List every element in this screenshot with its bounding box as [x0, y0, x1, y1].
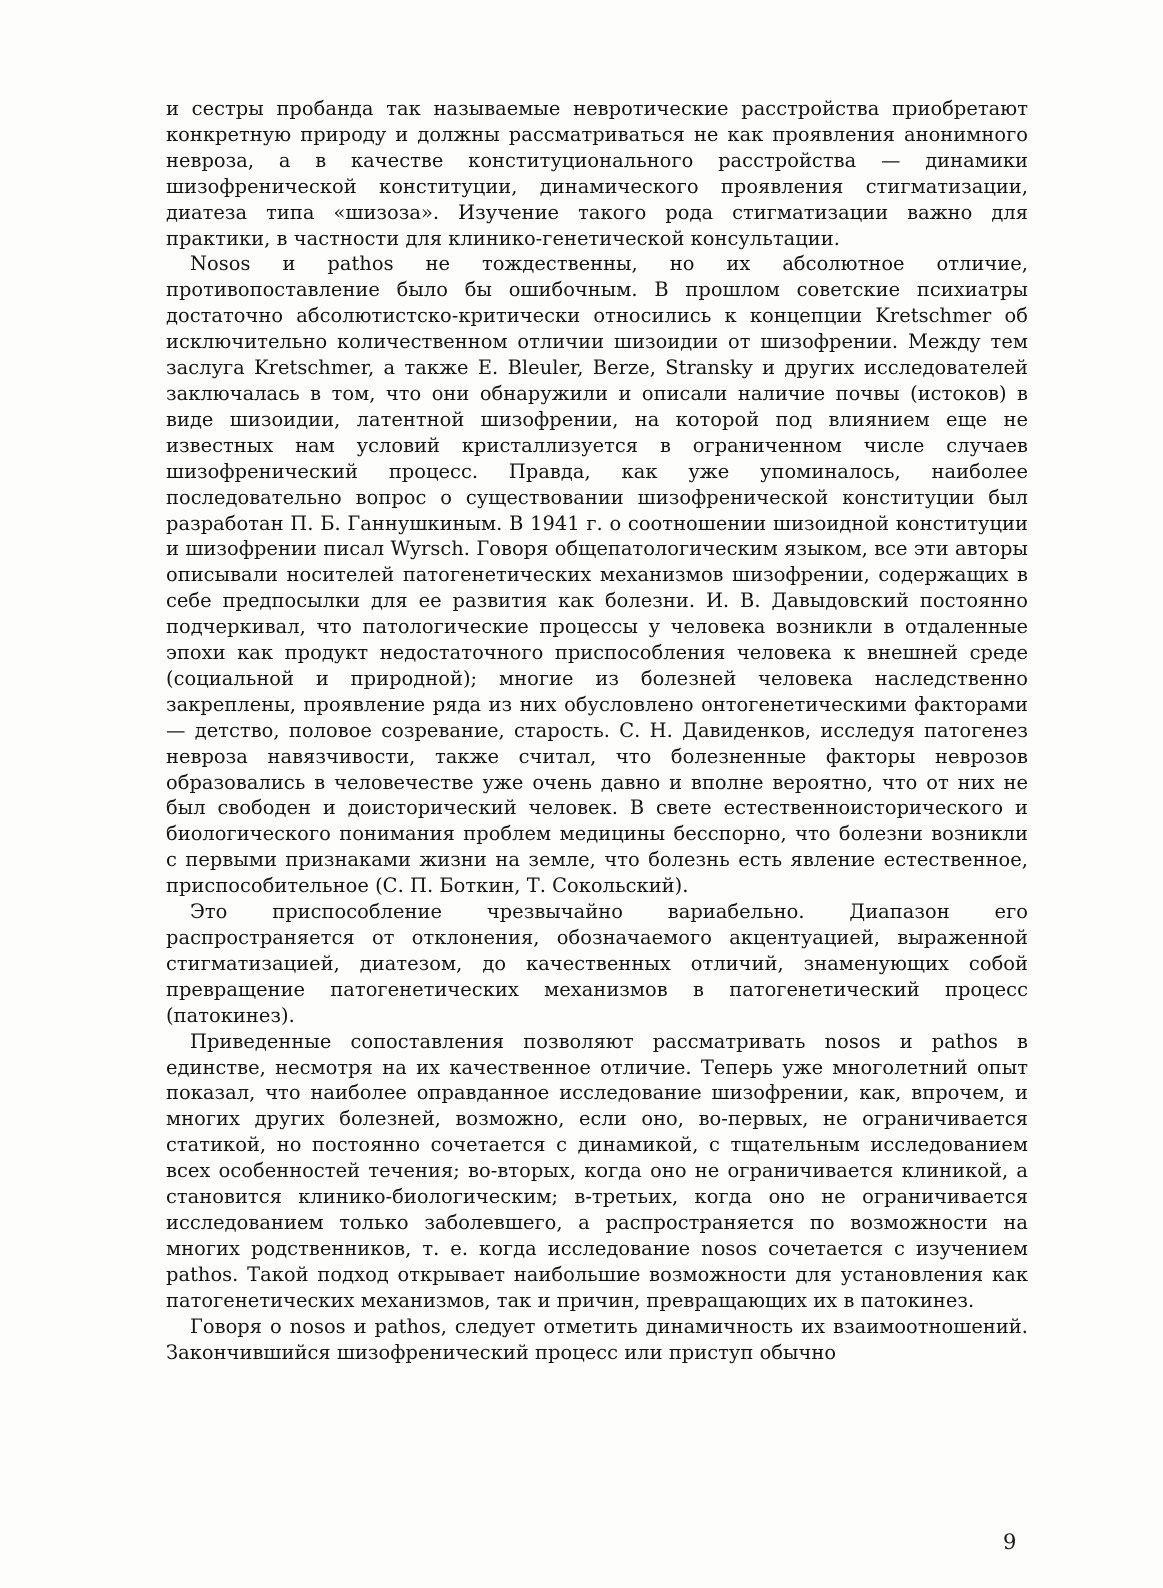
paragraph-2: Nosos и pathos не тождественны, но их абсолютное отличие, противопоставление было бы ошибочным. В прошлом советские психиатры достаточно абсолютистско-критически относились к концепции Kretschmer об исключительно количественном отличии шизоидии от шизофрении. Между тем заслуга Kretschmer, а также E. Bleuler, Berze, Stransky и других исследователей заключалась в том, что они обнаружили и описали наличие почвы (истоков) в виде шизоидии, латентной шизофрении, на которой под влиянием еще не известных нам условий кристаллизуется в ограниченном числе случаев шизофренический процесс. Правда, как уже упоминалось, наиболее последовательно вопрос о существовании шизофренической конституции был разработан П. Б. Ганнушкиным. В 1941 г. о соотношении шизоидной конституции и шизофрении писал Wyrsch. Говоря общепатологическим языком, все эти авторы описывали носителей патогенетических механизмов шизофрении, содержащих в себе предпосылки для ее развития как болезни. И. В. Давыдовский постоянно подчеркивал, что патологические процессы у человека возникли в отдаленные эпохи как продукт недостаточного приспособления человека к внешней среде (социальной и природной); многие из болезней человека наследственно закреплены, проявление ряда из них обусловлено онтогенетическими факторами — детство, половое созревание, старость. С. Н. Давиденков, исследуя патогенез невроза навязчивости, также считал, что болезненные факторы неврозов образовались в человечестве уже очень давно и вполне вероятно, что от них не был свободен и доисторический человек. В свете естественноисторического и биологического понимания проблем медицины бесспорно, что болезни возникли с первыми признаками жизни на земле, что болезнь есть явление естественное, приспособительное (С. П. Боткин, Т. Сокольский).: [166, 252, 1028, 898]
page-number: 9: [1003, 1530, 1017, 1554]
paragraph-4: Приведенные сопоставления позволяют рассматривать nosos и pathos в единстве, несмотря на их качественное отличие. Теперь уже многолетний опыт показал, что наиболее оправданное исследование шизофрении, как, впрочем, и многих других болезней, возможно, если оно, во-первых, не ограничивается статикой, но постоянно сочетается с динамикой, с тщательным исследованием всех особенностей течения; во-вторых, когда оно не ограничивается клиникой, а становится клинико-биологическим; в-третьих, когда оно не ограничивается исследованием только заболевшего, а распространяется по возможности на многих родственников, т. е. когда исследование nosos сочетается с изучением pathos. Такой подход открывает наибольшие возможности для установления как патогенетических механизмов, так и причин, превращающих их в патокинез.: [166, 1029, 1028, 1312]
body-text: [166, 96, 1028, 1365]
paragraph-1: и сестры пробанда так называемые невротические расстройства приобретают конкретную природу и должны рассматриваться не как проявления анонимного невроза, а в качестве конституционального расстройства — динамики шизофренической конституции, динамического проявления стигматизации, диатеза типа «шизоза». Изучение такого рода стигматизации важно для практики, в частности для клинико-генетической консультации.: [166, 97, 1028, 250]
paragraph-5: Говоря о nosos и pathos, следует отметить динамичность их взаимоотношений. Закончившийся шизофренический процесс или приступ обычно: [166, 1314, 1028, 1364]
paragraph-3: Это приспособление чрезвычайно вариабельно. Диапазон его распространяется от отклонения, обозначаемого акцентуацией, выраженной стигматизацией, диатезом, до качественных отличий, знаменующих собой превращение патогенетических механизмов в патогенетический процесс (патокинез).: [166, 900, 1028, 1027]
